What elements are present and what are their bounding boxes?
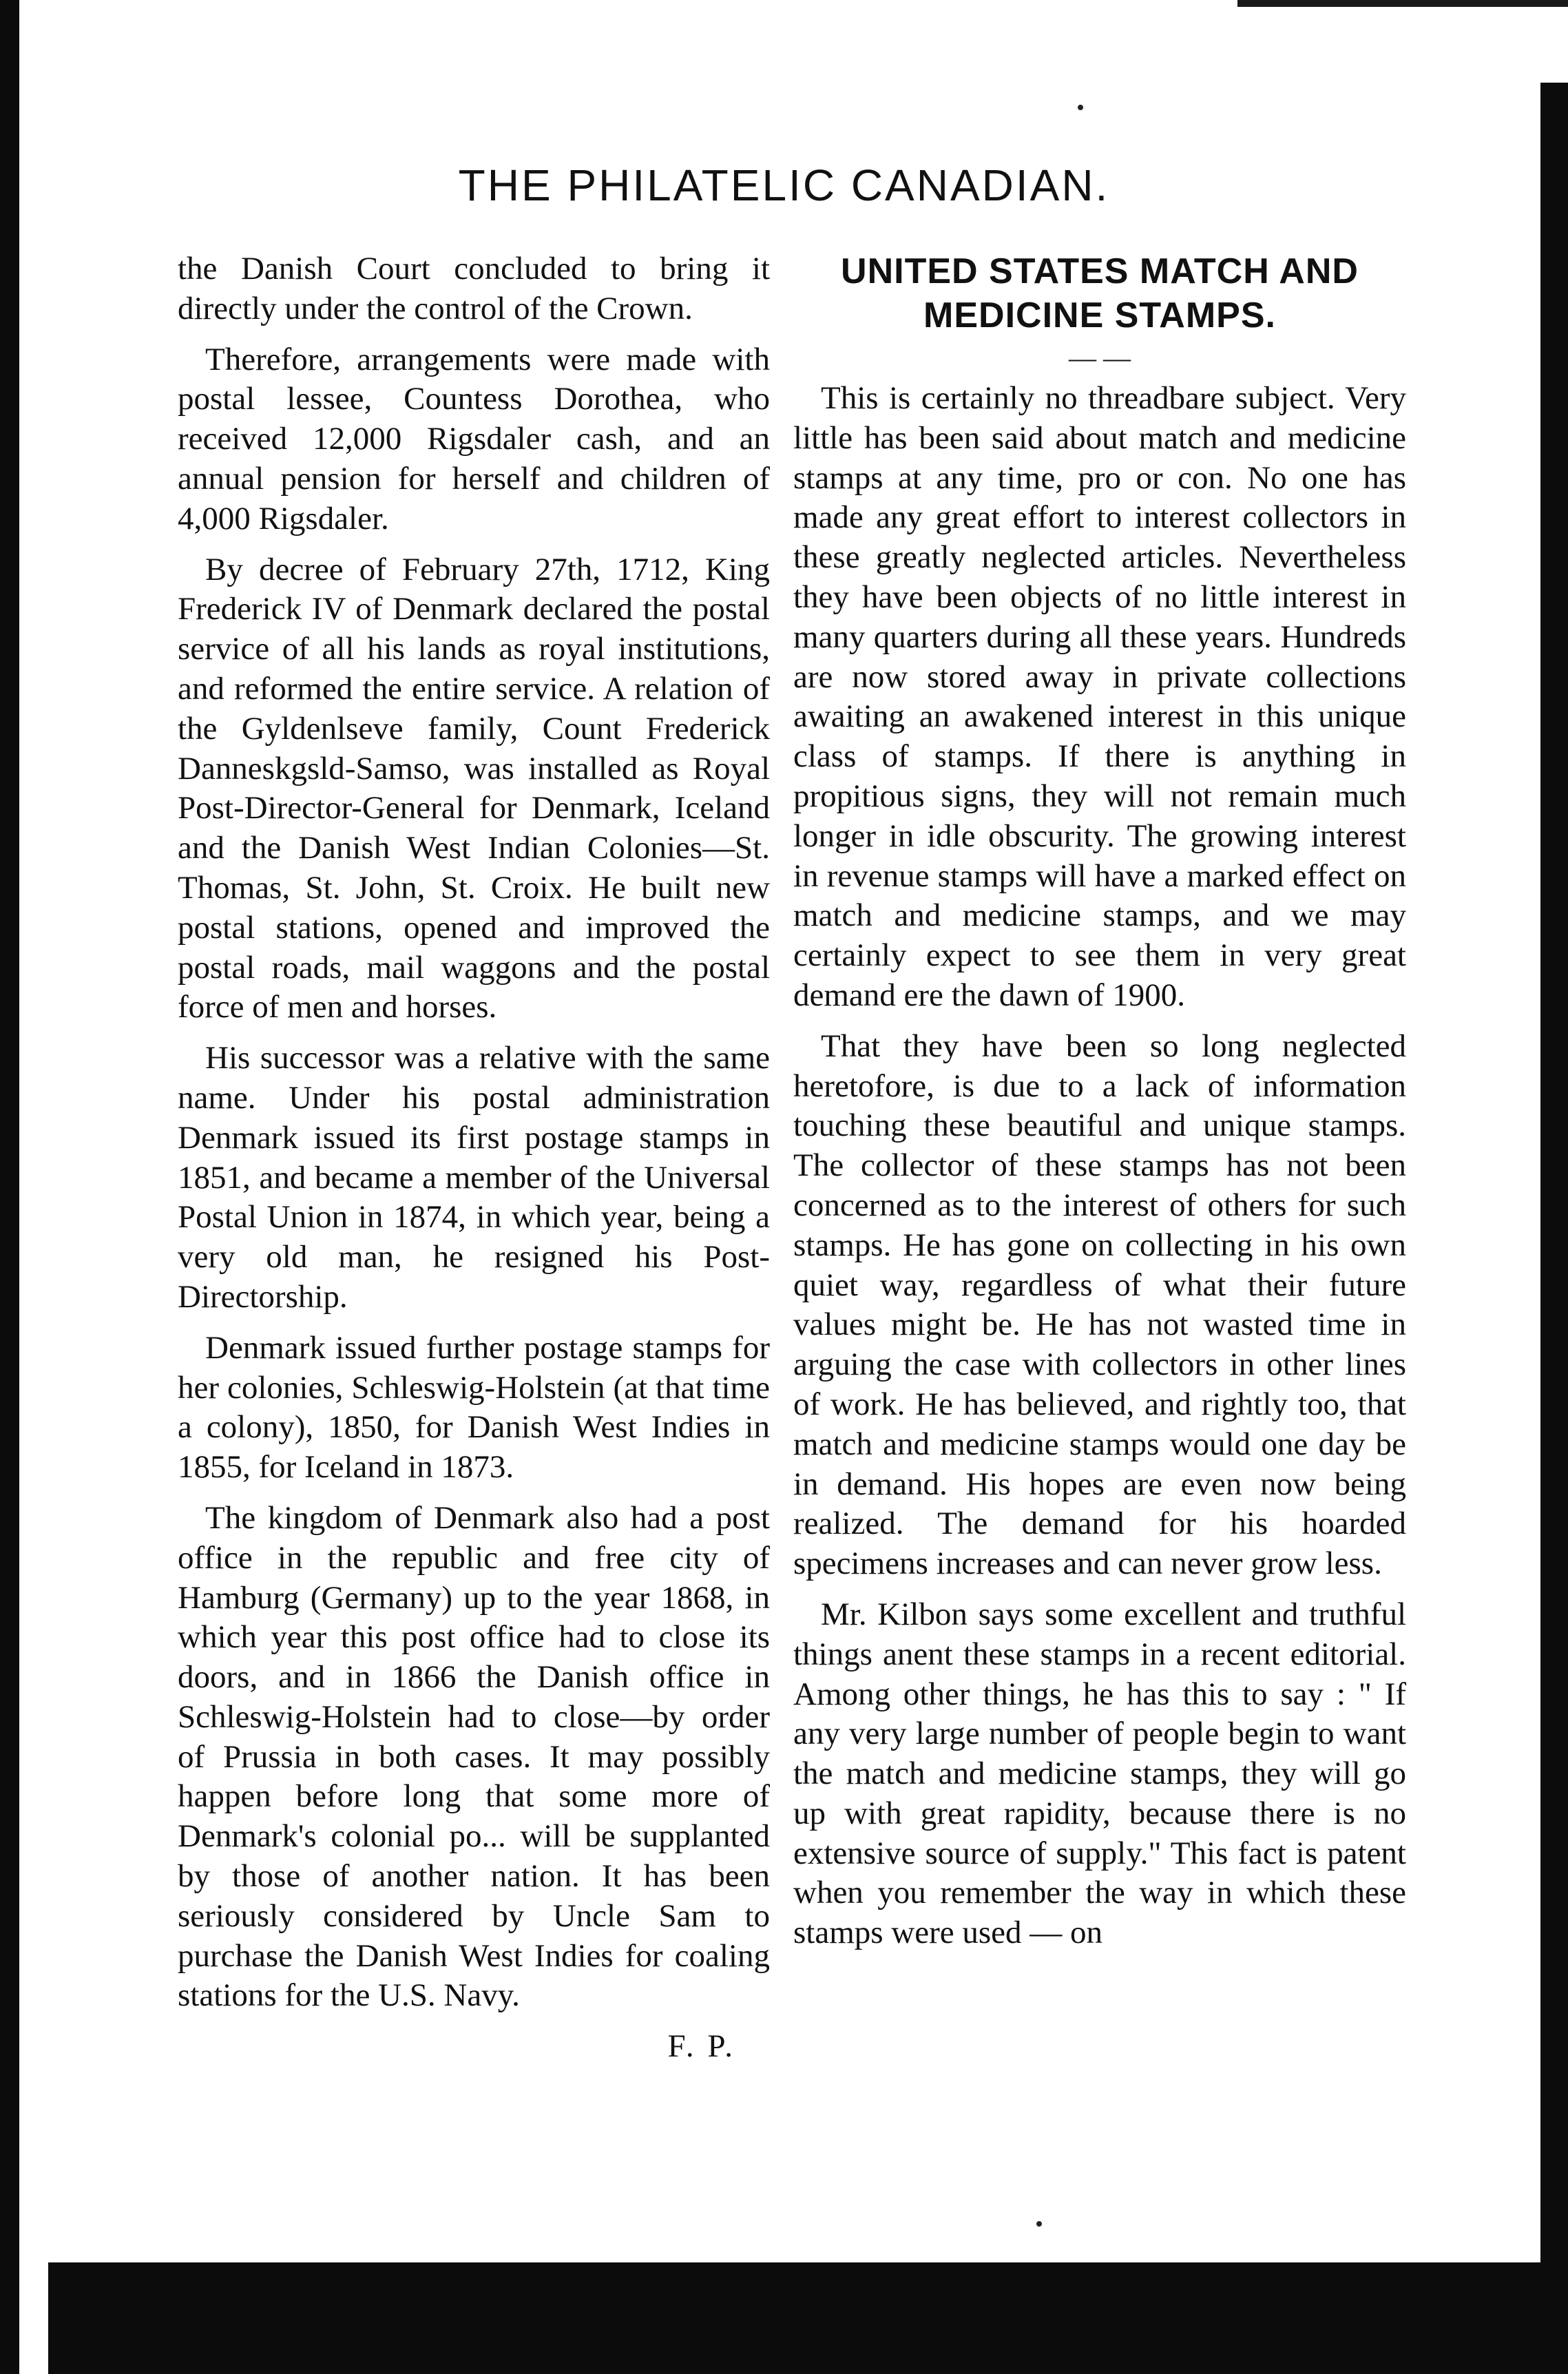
paragraph: By decree of February 27th, 1712, King Frederick IV of Denmark declared the postal service of all his lands as royal institutions, and reformed the entire service. A relation of the Gyldenlseve family, Count Frederick Danneskgsld-Samso, was installed as Royal Post-Director-General for Denmark, Iceland and the Danish West Indian Colonies—St. Thomas, St. John, St. Croix. He built new postal stations, opened and improved the postal roads, mail waggons and the postal force of men and horses.: [178, 551, 770, 1025]
right-column: [793, 249, 1406, 1964]
scan-edge-right: [1540, 83, 1568, 2374]
author-signature: F. P.: [667, 2028, 735, 2065]
paragraph: Denmark issued further postage stamps for her colonies, Schleswig-Holstein (at that time a colony), 1850, for Danish West Indies in 1855, for Iceland in 1873.: [178, 1329, 770, 1486]
paragraph: The kingdom of Denmark also had a post office in the republic and free city of Hamburg (Germany) up to the year 1868, in which year this post office had to close its doors, and in 1866 the Danish office in Schleswig-Holstein had to close—by order of Prussia in both cases. It may possibly happen before long that some more of Denmark's colonial po... will be supplanted by those of another nation. It has been seriously considered by Uncle Sam to purchase the Danish West Indies for coaling stations for the U.S. Navy.: [178, 1499, 770, 2014]
scan-speck: [1078, 105, 1083, 110]
paragraph: Mr. Kilbon says some excellent and truthful things anent these stamps in a recent editorial. Among other things, he has this to say : " If any very large number of people begin to want the match and medicine stamps, they will go up with great rapidity, because there is no extensive source of supply." This fact is patent when you remember the way in which these stamps were used — on: [793, 1596, 1406, 1951]
scan-edge-top-rule: [1237, 0, 1568, 7]
paragraph: Therefore, arrangements were made with postal lessee, Countess Dorothea, who received 12,000 Rigsdaler cash, and an annual pension for herself and children of 4,000 Rigsdaler.: [178, 341, 770, 537]
paragraph: the Danish Court concluded to bring it directly under the control of the Crown.: [178, 251, 770, 326]
running-head: THE PHILATELIC CANADIAN.: [458, 160, 1110, 210]
article-title: UNITED STATES MATCH AND MEDICINE STAMPS.: [841, 251, 1359, 335]
scan-speck: [1036, 2221, 1042, 2227]
paragraph: His successor was a relative with the same name. Under his postal administration Denmark issued its first postage stamps in 1851, and became a member of the Universal Postal Union in 1874, in which year, being a very old man, he resigned his Post-Directorship.: [178, 1040, 770, 1315]
title-rule: — —: [1069, 342, 1131, 373]
scan-edge-left: [0, 0, 19, 2374]
scan-edge-bottom: [48, 2262, 1540, 2374]
paragraph: That they have been so long neglected heretofore, is due to a lack of information touching these beautiful and unique stamps. The collector of these stamps has not been concerned as to the interest of others for such stamps. He has gone on collecting in his own quiet way, regardless of what their future values might be. He has not wasted time in arguing the case with collectors in other lines of work. He has believed, and rightly too, that match and medicine stamps would one day be in demand. His hopes are even now being realized. The demand for his hoarded specimens increases and can never grow less.: [793, 1028, 1406, 1582]
paragraph: This is certainly no threadbare subject. Very little has been said about match and medicine stamps at any time, pro or con. No one has made any great effort to interest collectors in these greatly neglected articles. Nevertheless they have been objects of no little interest in many quarters during all these years. Hundreds are now stored away in private collections awaiting an awakened interest in this unique class of stamps. If there is anything in propitious signs, they will not remain much longer in idle obscurity. The growing interest in revenue stamps will have a marked effect on match and medicine stamps, and we may certainly expect to see them in very great demand ere the dawn of 1900.: [793, 380, 1406, 1013]
left-column: [178, 249, 770, 2067]
